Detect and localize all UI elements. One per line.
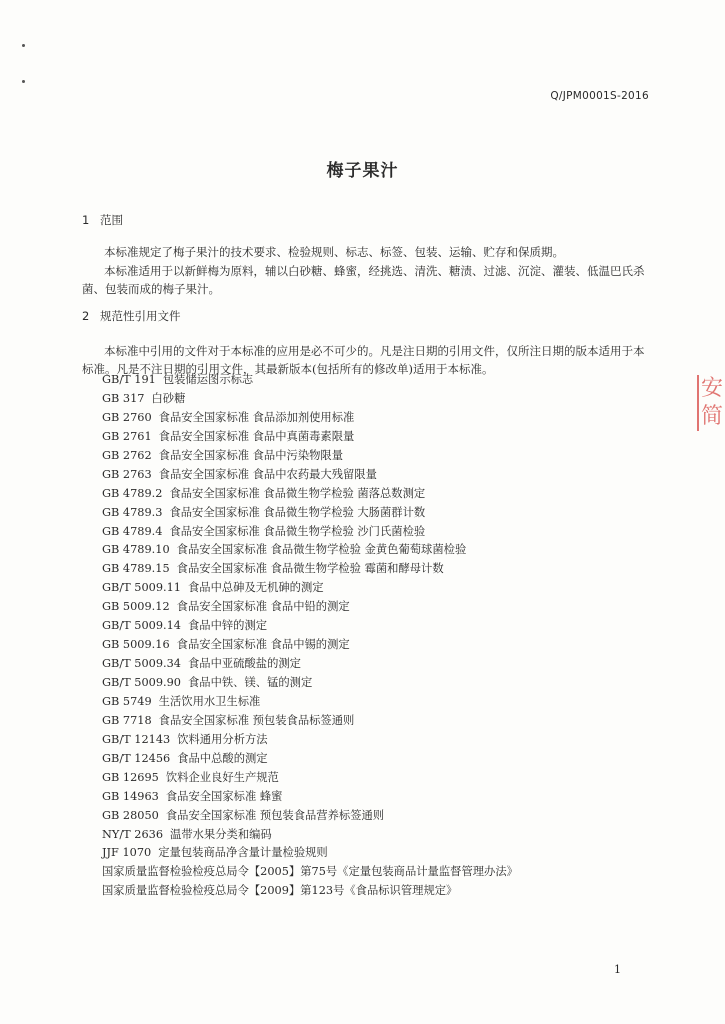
reference-code: GB 2762: [102, 448, 152, 462]
reference-title: 定量包装商品净含量计量检验规则: [158, 846, 328, 860]
reference-code: JJF 1070: [102, 846, 152, 860]
reference-code: GB 4789.3: [102, 505, 163, 519]
scope-paragraph-2: 本标准适用于以新鲜梅为原料，辅以白砂糖、蜂蜜，经挑选、清洗、糖渍、过滤、沉淀、灌装、低温巴氏杀菌、包装而成的梅子果汁。: [82, 264, 645, 296]
reference-item: [102, 447, 662, 466]
reference-item: [102, 807, 662, 826]
section-heading-references: [82, 308, 181, 324]
reference-title: 生活饮用水卫生标准: [158, 694, 261, 708]
standard-code: Q/JPM0001S-2016: [550, 90, 649, 102]
reference-item: [102, 579, 662, 598]
reference-title: 食品安全国家标准 食品微生物学检验 菌落总数测定: [169, 486, 426, 500]
reference-title: 饮料通用分析方法: [177, 732, 268, 746]
reference-title: 饮料企业良好生产规范: [165, 770, 279, 784]
reference-item: [102, 731, 662, 750]
red-stamp-fragment: [697, 375, 725, 431]
reference-item: [102, 617, 662, 636]
reference-code: GB/T 12456: [102, 751, 171, 765]
reference-code: NY/T 2636: [102, 827, 164, 841]
section-title: 规范性引用文件: [100, 309, 181, 323]
reference-title: 食品安全国家标准 预包装食品营养标签通则: [165, 808, 385, 822]
section-number: 1: [82, 213, 90, 227]
reference-code: GB 5009.16: [102, 638, 170, 652]
reference-title: 食品安全国家标准 食品中污染物限量: [158, 448, 344, 462]
reference-code: GB 12695: [102, 770, 159, 784]
section-title: 范围: [100, 213, 123, 227]
document-title: 梅子果汁: [326, 161, 399, 181]
reference-title: 温带水果分类和编码: [170, 827, 272, 841]
reference-item: [102, 674, 662, 693]
reference-title: 食品中锌的测定: [187, 619, 268, 633]
reference-title: 食品中铁、镁、锰的测定: [187, 676, 313, 689]
scan-mark: [22, 80, 25, 83]
scan-mark: [22, 44, 25, 47]
reference-code: GB/T 191: [102, 373, 156, 386]
reference-code: GB 4789.4: [102, 524, 163, 538]
reference-code: GB 4789.15: [102, 562, 170, 576]
reference-title: 包装储运图示标志: [162, 373, 254, 386]
reference-code: GB 2761: [102, 429, 152, 443]
reference-code: GB 7718: [102, 713, 152, 727]
reference-title: 食品安全国家标准 食品微生物学检验 大肠菌群计数: [169, 505, 426, 519]
reference-item: [102, 636, 662, 655]
reference-item: [102, 560, 662, 579]
reference-code: GB 4789.2: [102, 486, 163, 500]
reference-code: GB/T 5009.34: [102, 657, 181, 671]
reference-code: GB 14963: [102, 789, 159, 803]
reference-code: GB 4789.10: [102, 543, 170, 557]
reference-item: [102, 466, 662, 485]
reference-title: 国家质量监督检验检疫总局令【2005】第75号《定量包装商品计量监督管理办法》: [102, 865, 518, 879]
reference-code: GB 5749: [102, 694, 152, 708]
reference-title: 食品安全国家标准 食品微生物学检验 沙门氏菌检验: [169, 524, 426, 538]
reference-title: 白砂糖: [151, 391, 186, 405]
reference-item: [102, 598, 662, 617]
reference-code: GB 5009.12: [102, 600, 170, 614]
reference-code: GB/T 12143: [102, 732, 171, 746]
stamp-char: 简: [700, 404, 723, 429]
reference-item: [102, 541, 662, 560]
reference-item: [102, 390, 662, 409]
stamp-char: 安: [700, 376, 723, 401]
reference-code: GB/T 5009.14: [102, 619, 181, 633]
reference-item: [102, 844, 662, 863]
reference-item: [102, 826, 662, 845]
reference-code: GB 28050: [102, 808, 159, 822]
reference-item: [102, 428, 662, 447]
reference-item: [102, 371, 662, 390]
reference-item: [102, 788, 662, 807]
reference-item: [102, 485, 662, 504]
reference-item: [102, 409, 662, 428]
page-number: 1: [614, 963, 621, 976]
reference-item: [102, 655, 662, 674]
reference-code: GB 2760: [102, 410, 152, 424]
reference-title: 食品安全国家标准 蜂蜜: [165, 789, 283, 803]
references-intro-paragraph: 本标准中引用的文件对于本标准的应用是必不可少的。凡是注日期的引用文件，仅所注日期的版本适用于本标准。凡是不注日期的引用文件，其最新版本(包括所有的修改单)适用于本标准。: [82, 344, 645, 376]
reference-title: 食品中总酸的测定: [177, 751, 268, 765]
reference-title: 食品安全国家标准 预包装食品标签通则: [158, 713, 355, 727]
reference-code: GB 317: [102, 391, 145, 405]
reference-code: GB/T 5009.11: [102, 581, 181, 595]
reference-title: 食品安全国家标准 食品中铅的测定: [176, 600, 350, 614]
scope-paragraph-1: 本标准规定了梅子果汁的技术要求、检验规则、标志、标签、包装、运输、贮存和保质期。: [104, 245, 564, 259]
reference-title: 食品安全国家标准 食品中真菌毒素限量: [158, 429, 355, 443]
reference-title: 食品安全国家标准 食品添加剂使用标准: [158, 410, 355, 424]
reference-title: 食品安全国家标准 食品中锡的测定: [176, 638, 350, 652]
reference-code: GB 2763: [102, 467, 152, 481]
reference-title: 国家质量监督检验检疫总局令【2009】第123号《食品标识管理规定》: [102, 884, 458, 898]
reference-item: [102, 769, 662, 788]
reference-title: 食品安全国家标准 食品中农药最大残留限量: [158, 467, 377, 481]
reference-item: [102, 863, 662, 882]
section-number: 2: [82, 309, 90, 323]
reference-item: [102, 712, 662, 731]
reference-item: [102, 693, 662, 712]
reference-item: [102, 750, 662, 769]
section-heading-scope: [82, 212, 123, 228]
reference-title: 食品安全国家标准 食品微生物学检验 金黄色葡萄球菌检验: [176, 543, 467, 557]
reference-code: GB/T 5009.90: [102, 676, 181, 689]
reference-item: [102, 882, 662, 901]
reference-list: [102, 371, 662, 901]
reference-title: 食品安全国家标准 食品微生物学检验 霉菌和酵母计数: [176, 562, 444, 576]
reference-item: [102, 504, 662, 523]
reference-title: 食品中亚硫酸盐的测定: [187, 657, 301, 671]
reference-item: [102, 523, 662, 542]
reference-title: 食品中总砷及无机砷的测定: [187, 581, 324, 595]
